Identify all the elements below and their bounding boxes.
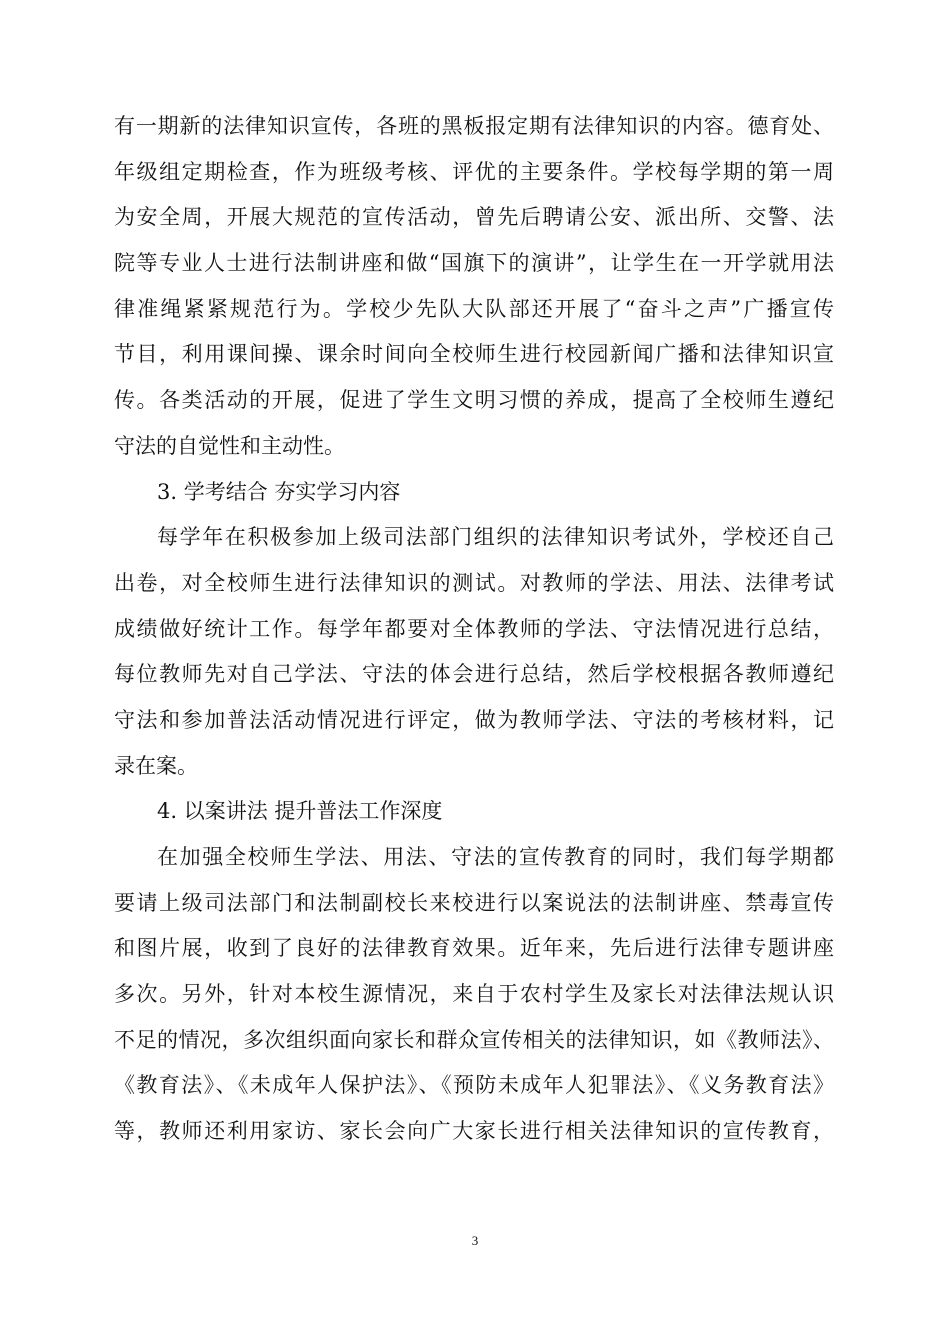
- text-line: 等，教师还利用家访、家长会向广大家长进行相关法律知识的宣传教育，: [114, 1119, 834, 1144]
- text-line: 节目，利用课间操、课余时间向全校师生进行校园新闻广播和法律知识宣: [114, 342, 834, 367]
- body-text: [114, 104, 834, 1155]
- text-line: 录在案。: [114, 753, 198, 778]
- text-line: 院等专业人士进行法制讲座和做“国旗下的演讲”，让学生在一开学就用法: [114, 251, 834, 276]
- text-line: 出卷，对全校师生进行法律知识的测试。对教师的学法、用法、法律考试: [114, 570, 834, 595]
- text-line: 成绩做好统计工作。每学年都要对全体教师的学法、守法情况进行总结，: [114, 616, 834, 641]
- text-line: 为安全周，开展大规范的宣传活动，曾先后聘请公安、派出所、交警、法: [114, 205, 834, 230]
- text-line: 不足的情况，多次组织面向家长和群众宣传相关的法律知识，如《教师法》、: [114, 1027, 834, 1052]
- text-line: 年级组定期检查，作为班级考核、评优的主要条件。学校每学期的第一周: [114, 159, 834, 184]
- text-line: 每位教师先对自己学法、守法的体会进行总结，然后学校根据各教师遵纪: [114, 662, 834, 687]
- text-line: 传。各类活动的开展，促进了学生文明习惯的养成，提高了全校师生遵纪: [114, 388, 834, 413]
- text-line: 要请上级司法部门和法制副校长来校进行以案说法的法制讲座、禁毒宣传: [114, 890, 834, 915]
- page-number: 3: [471, 1233, 479, 1248]
- text-line: 在加强全校师生学法、用法、守法的宣传教育的同时，我们每学期都: [157, 845, 834, 869]
- text-line: 《教育法》、《未成年人保护法》、《预防未成年人犯罪法》、《义务教育法》: [114, 1073, 834, 1098]
- text-line: 多次。另外，针对本校生源情况，来自于农村学生及家长对法律法规认识: [114, 982, 834, 1007]
- text-line: 每学年在积极参加上级司法部门组织的法律知识考试外，学校还自己: [157, 525, 834, 550]
- text-line: 有一期新的法律知识宣传，各班的黑板报定期有法律知识的内容。德育处、: [114, 114, 834, 138]
- section-heading: 4. 以案讲法 提升普法工作深度: [157, 799, 443, 824]
- section-heading: 3. 学考结合 夯实学习内容: [157, 479, 401, 504]
- text-line: 守法和参加普法活动情况进行评定，做为教师学法、守法的考核材料，记: [114, 707, 834, 732]
- text-line: 守法的自觉性和主动性。: [114, 433, 345, 458]
- text-line: 律准绳紧紧规范行为。学校少先队大队部还开展了“奋斗之声”广播宣传: [114, 296, 834, 321]
- text-line: 和图片展，收到了良好的法律教育效果。近年来，先后进行法律专题讲座: [114, 936, 834, 961]
